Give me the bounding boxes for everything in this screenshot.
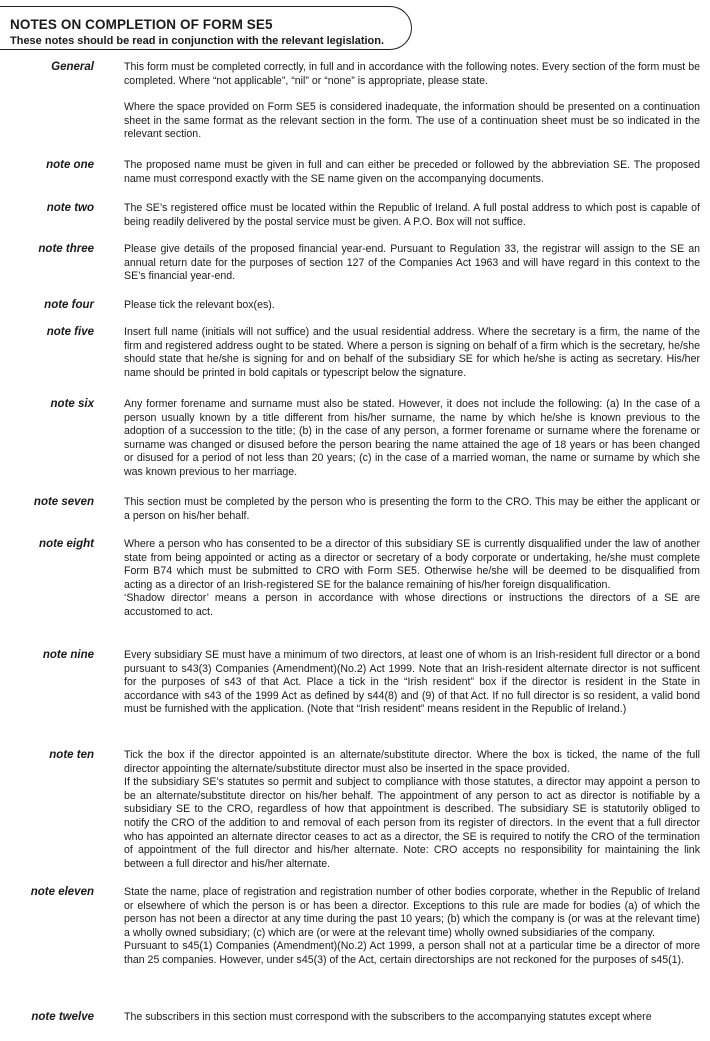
note-body xyxy=(124,1011,700,1025)
note-body xyxy=(124,243,700,284)
note-paragraph: State the name, place of registration and registration number of other bodies corporate, whether in the Republic of Ireland or elsewhere of which the person is or has been a director. Exceptions to this rule are made for bodies (a) of which the person has not been a director at any time during the past 10 years; (b) which the company is (or was at the relevant time) a wholly owned subsidiary; (c) which are (or were at the relevant time) wholly owned subsidiaries of the company. xyxy=(124,886,700,939)
note-ten xyxy=(0,749,700,870)
note-paragraph: ‘Shadow director’ means a person in accordance with whose directions or instructions the directors of a SE are accustomed to act. xyxy=(124,592,700,618)
note-paragraph: Pursuant to s45(1) Companies (Amendment)(No.2) Act 1999, a person shall not at a particular time be a director of more than 25 companies. However, under s45(3) of the Act, certain directorships are not reckoned for the purposes of s45(1). xyxy=(124,940,700,966)
note-body xyxy=(124,202,700,229)
note-paragraph: Where the space provided on Form SE5 is considered inadequate, the information should be presented on a continuation sheet in the same format as the relevant section in the form. The use of a continuation sheet must be so indicated in the relevant section. xyxy=(124,101,700,141)
note-twelve xyxy=(0,1011,652,1025)
note-paragraph: The proposed name must be given in full and can either be preceded or followed by the abbreviation SE. The proposed name must correspond exactly with the SE name given on the accompanying documents. xyxy=(124,159,700,185)
note-paragraph: Please give details of the proposed financial year-end. Pursuant to Regulation 33, the registrar will assign to the SE an annual return date for the purposes of section 127 of the Companies Act 1963 and will have regard in this context to the SE’s financial year-end. xyxy=(124,243,700,283)
note-label: note nine xyxy=(42,649,94,661)
note-seven xyxy=(0,496,700,522)
note-one xyxy=(0,159,700,185)
note-label: note eleven xyxy=(30,886,94,898)
note-paragraph: The SE’s registered office must be located within the Republic of Ireland. A full postal address to which post is capable of being readily delivered by the postal service must be given. A P.O. Box will not suffice. xyxy=(124,202,700,228)
note-paragraph: The subscribers in this section must correspond with the subscribers to the accompanying statutes except where xyxy=(124,1011,652,1023)
note-label: General xyxy=(51,61,94,73)
note-body xyxy=(124,299,700,313)
note-paragraph: Tick the box if the director appointed is an alternate/substitute director. Where the box is ticked, the name of the full director appointing the alternate/substitute director must also be inserted in the space provided. xyxy=(124,749,700,775)
note-body xyxy=(124,649,700,717)
note-body xyxy=(124,538,700,620)
note-two xyxy=(0,202,700,228)
note-body xyxy=(124,326,700,380)
note-label: note six xyxy=(50,398,94,410)
note-label: note seven xyxy=(33,496,94,508)
note-eight xyxy=(0,538,700,618)
note-paragraph: If the subsidiary SE’s statutes so permit and subject to compliance with those statutes, a director may appoint a person to be an alternate/substitute director on his/her behalf. The appointment of any person to act as director is notifiable by a subsidiary SE to the CRO, regardless of how that appointment is described. The subsidiary SE is statutorily obliged to notify the CRO of the addition to and removal of each person from its register of directors. In the event that a full director who has appointed an alternate director ceases to act as a director, the SE is required to notify the CRO of the termination of appointment of the full director and his/her alternate. Note: CRO accepts no responsibility for maintaining the link between a full director and his/her alternate. xyxy=(124,776,700,870)
note-nine xyxy=(0,649,700,716)
note-paragraph: Insert full name (initials will not suffice) and the usual residential address. Where the secretary is a firm, the name of the firm and registered address ought to be stated. Where a person is signing on behalf of a firm which is the secretary, he/she should state that he/she is signing for and on behalf of the subsidiary SE for which he/she is acting as secretary. His/her name should be printed in bold capitals or typescript below the signature. xyxy=(124,326,700,379)
note-body xyxy=(124,159,700,186)
note-paragraph: Please tick the relevant box(es). xyxy=(124,299,275,311)
page-subtitle: These notes should be read in conjunction with the relevant legislation. xyxy=(10,35,385,47)
note-label: note two xyxy=(46,202,94,214)
note-four xyxy=(0,299,275,313)
note-eleven xyxy=(0,886,700,966)
note-label: note one xyxy=(46,159,94,171)
note-label: note four xyxy=(44,299,94,311)
header-box xyxy=(0,6,412,50)
note-paragraph: Every subsidiary SE must have a minimum of two directors, at least one of whom is an Irish-resident full director or a bond pursuant to s43(3) Companies (Amendment)(No.2) Act 1999. Note that an Irish-resident alternate director is not sufficent for the purposes of s43 of that Act. Place a tick in the “Irish resident” box if the director is resident in the State in accordance with s43 of the 1999 Act as defined by s44(8) and (9) of that Act. If no full director is so resident, a valid bond must be furnished with the application. (Note that “Irish resident” means resident in the Republic of Ireland.) xyxy=(124,649,700,716)
note-body xyxy=(124,496,700,523)
note-label: note five xyxy=(46,326,94,338)
note-paragraph: Any former forename and surname must also be stated. However, it does not include the following: (a) In the case of a person usually known by a title different from his/her surname, the name by which he/she is known previous to the adoption of a succession to the title; (b) in the case of any person, a former forename or surname where the forename or surname was changed or disused before the person bearing the name attained the age of 18 years or has been changed or disused for a period of not less than 20 years; (c) in the case of a married woman, the name or surname by which she was known previous to her marriage. xyxy=(124,398,700,478)
note-label: note three xyxy=(38,243,94,255)
note-general xyxy=(0,61,700,141)
note-body xyxy=(124,61,700,142)
note-paragraph: This form must be completed correctly, in full and in accordance with the following notes. Every section of the form must be completed. Where “not applicable”, “nil” or “none” is appropriate, please state. xyxy=(124,61,700,87)
note-five xyxy=(0,326,700,379)
note-label: note twelve xyxy=(31,1011,94,1023)
note-body xyxy=(124,886,700,968)
page-title: NOTES ON COMPLETION OF FORM SE5 xyxy=(10,17,273,32)
note-paragraph: Where a person who has consented to be a director of this subsidiary SE is currently disqualified under the law of another state from being appointed or acting as a director or secretary of a body corporate or undertaking, he/she must complete Form B74 which must be submitted to CRO with Form SE5. Otherwise he/she will be deemed to be disqualified from acting as a director of an Irish-registered SE for the balance remaining of his/her foreign disqualification. xyxy=(124,538,700,591)
note-three xyxy=(0,243,700,283)
note-body xyxy=(124,398,700,480)
note-paragraph: This section must be completed by the person who is presenting the form to the CRO. This may be either the applicant or a person on his/her behalf. xyxy=(124,496,700,522)
note-body xyxy=(124,749,700,871)
note-label: note ten xyxy=(49,749,94,761)
note-label: note eight xyxy=(39,538,94,550)
note-six xyxy=(0,398,700,478)
